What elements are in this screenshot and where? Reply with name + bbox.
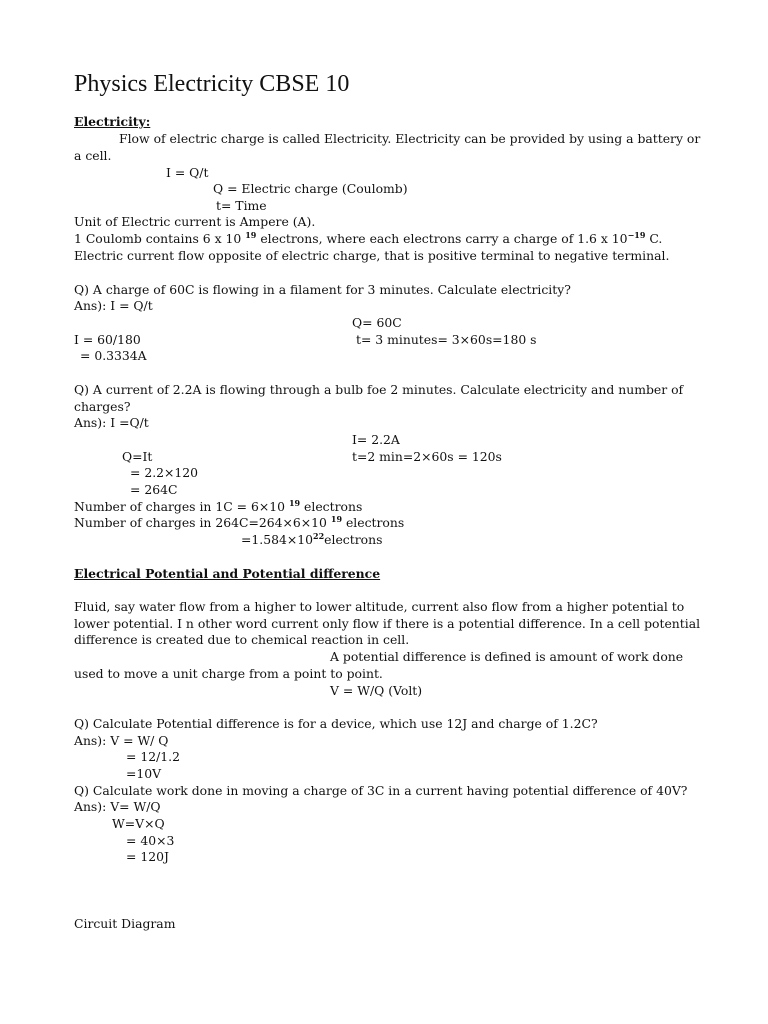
q2-charges-1c: Number of charges in 1C = 6×10 $^{19}$ electrons [74, 497, 363, 514]
q4-question: Q) Calculate work done in moving a charge of 3C in a current having potential difference of 40V? [74, 783, 688, 798]
q2-question-line1: Q) A current of 2.2A is flowing through a bulb foe 2 minutes. Calculate electricity and number of [74, 382, 684, 397]
q2-calc3: = 264C [130, 482, 178, 497]
unit-line: Unit of Electric current is Ampere (A). [74, 214, 316, 229]
q2-answer: Ans): I =Q/t [74, 415, 149, 430]
q3-answer: Ans): V = W/ Q [74, 733, 169, 748]
q1-given-time: t= 3 minutes= 3×60s=180 s [356, 332, 537, 347]
section-heading-potential: Electrical Potential and Potential difference [74, 566, 381, 581]
q4-calc2: = 40×3 [126, 833, 175, 848]
q1-calc2: = 0.3334A [80, 348, 147, 363]
potential-para-line1: Fluid, say water flow from a higher to lower altitude, current also flow from a higher potential to [74, 599, 685, 614]
q1-calc1: I = 60/180 [74, 332, 141, 347]
circuit-diagram-heading: Circuit Diagram [74, 916, 176, 931]
q2-given-current: I= 2.2A [352, 432, 400, 447]
q2-charges-result: $=1.584\times 10^{22}electrons$ [241, 530, 383, 547]
q3-calc1: = 12/1.2 [126, 749, 180, 764]
q4-answer: Ans): V= W/Q [74, 799, 161, 814]
time-definition: t= Time [216, 198, 267, 213]
intro-text-line2: a cell. [74, 148, 112, 163]
current-formula: I = Q/t [166, 165, 209, 180]
coulomb-line: 1 Coulomb contains 6 x 10 $^{19}$ electrons, where each electrons carry a charge of 1.6 x $10^{-19}$ C. [74, 229, 663, 246]
q2-given-time: t=2 min=2×60s = 120s [352, 449, 502, 464]
potential-definition-line1: A potential difference is defined is amount of work done [330, 649, 684, 664]
current-flow-line: Electric current flow opposite of electric charge, that is positive terminal to negative terminal. [74, 248, 670, 263]
potential-para-line3: difference is created due to chemical reaction in cell. [74, 632, 410, 647]
q2-calc1: Q=It [122, 449, 153, 464]
q3-question: Q) Calculate Potential difference is for a device, which use 12J and charge of 1.2C? [74, 716, 598, 731]
q3-calc2: =10V [126, 766, 162, 781]
q4-calc1: W=V×Q [112, 816, 165, 831]
page-title: Physics Electricity CBSE 10 [74, 71, 350, 97]
charge-definition: Q = Electric charge (Coulomb) [213, 181, 408, 196]
intro-text-line1: Flow of electric charge is called Electricity. Electricity can be provided by using a battery or [119, 131, 701, 146]
q4-calc3: = 120J [126, 849, 169, 864]
q1-answer: Ans): I = Q/t [74, 298, 153, 313]
section-heading-electricity: Electricity: [74, 114, 151, 129]
q2-charges-264c: Number of charges in 264C=264×6×10 $^{19}$ electrons [74, 513, 405, 530]
q1-given-charge: Q= 60C [352, 315, 402, 330]
q2-question-line2: charges? [74, 399, 131, 414]
q1-question: Q) A charge of 60C is flowing in a filament for 3 minutes. Calculate electricity? [74, 282, 571, 297]
potential-para-line2: lower potential. I n other word current only flow if there is a potential difference. In a cell potential [74, 616, 701, 631]
q2-calc2: = 2.2×120 [130, 465, 199, 480]
voltage-formula: V = W/Q (Volt) [330, 683, 423, 698]
potential-definition-line2: used to move a unit charge from a point to point. [74, 666, 383, 681]
